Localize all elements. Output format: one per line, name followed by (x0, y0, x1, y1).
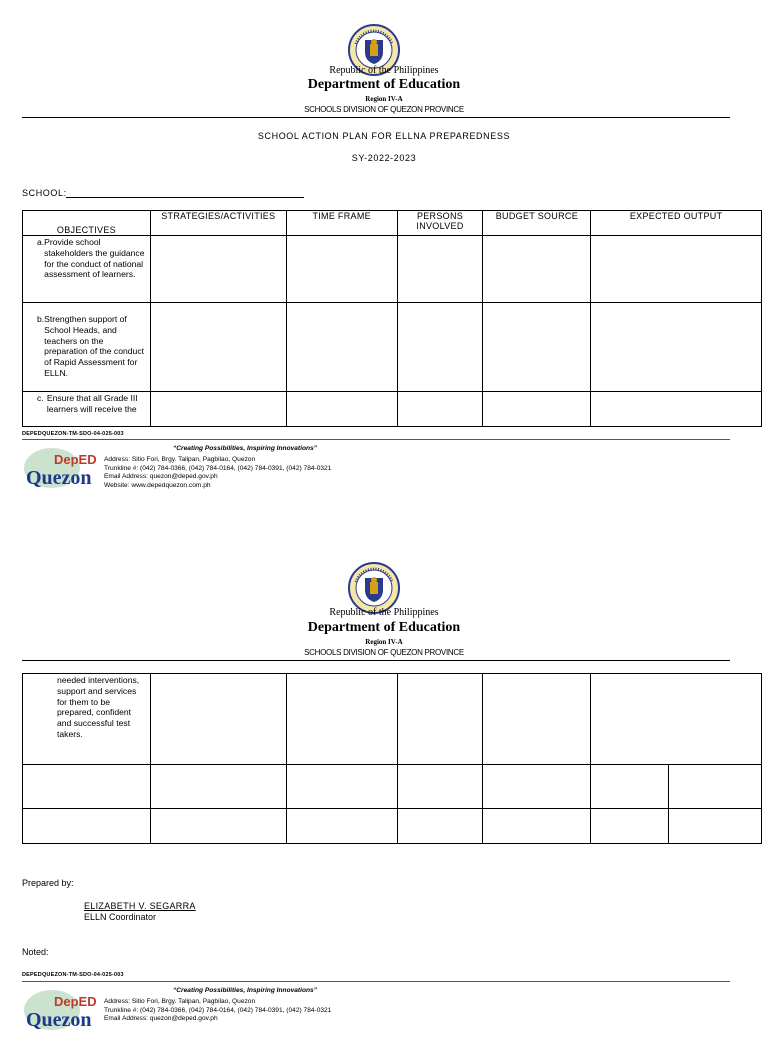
prepared-name: ELIZABETH V. SEGARRA (84, 901, 196, 911)
republic-text: Republic of the Philippines (329, 65, 439, 76)
objective-cell: b. Strengthen support of School Heads, and teachers on the preparation of the conduct of Rapid Assessment for ELLN. (23, 303, 151, 392)
footer-address: Address: Sitio Fori, Brgy. Talipan, Pagbilao, Quezon (104, 456, 256, 463)
table-row (23, 236, 762, 303)
objective-text: Ensure that all Grade III learners will receive the (46, 393, 138, 414)
footer-divider (22, 981, 730, 982)
svg-text:DepED: DepED (54, 452, 97, 467)
footer-trunkline: Trunkline #: (042) 784-0366, (042) 784-0164, (042) 784-0391, (042) 784-0321 (104, 464, 332, 472)
document-number: DEPEDQUEZON-TM-SDO-04-025-003 (22, 431, 124, 437)
header-expected-output: EXPECTED OUTPUT (591, 211, 762, 236)
header-budget-source: BUDGET SOURCE (483, 211, 591, 236)
objective-cell: needed interventions, support and services for them to be prepared, confident and successful test takers. (23, 674, 151, 765)
svg-text:Quezon: Quezon (26, 467, 92, 489)
school-field[interactable] (66, 197, 304, 198)
footer-contact (104, 456, 331, 490)
school-label: SCHOOL: (22, 188, 67, 198)
document-number: DEPEDQUEZON-TM-SDO-04-025-003 (22, 972, 124, 978)
header-strategies: STRATEGIES/ACTIVITIES (150, 211, 286, 236)
division-text: SCHOOLS DIVISION OF QUEZON PROVINCE (304, 105, 464, 114)
header-divider (22, 660, 730, 661)
deped-quezon-logo (22, 446, 100, 495)
table-row (23, 392, 762, 427)
republic-text: Republic of the Philippines (329, 607, 439, 618)
noted-label: Noted: (22, 947, 49, 957)
action-plan-table-continued (22, 673, 762, 844)
footer-contact (104, 998, 331, 1024)
table-row (23, 303, 762, 392)
svg-text:DepED: DepED (54, 994, 97, 1009)
division-text: SCHOOLS DIVISION OF QUEZON PROVINCE (304, 648, 464, 657)
region-text: Region IV-A (365, 638, 403, 646)
deped-quezon-logo (22, 988, 100, 1031)
footer-motto: “Creating Possibilities, Inspiring Innovations” (173, 987, 317, 994)
footer-trunkline: Trunkline #: (042) 784-0366, (042) 784-0164, (042) 784-0391, (042) 784-0321 (104, 1006, 332, 1014)
svg-text:Quezon: Quezon (26, 1009, 92, 1031)
prepared-position: ELLN Coordinator (84, 912, 157, 922)
table-row (23, 809, 762, 844)
footer-divider (22, 439, 730, 440)
prepared-by-label: Prepared by: (22, 878, 74, 888)
document-title: SCHOOL ACTION PLAN FOR ELLNA PREPAREDNESS (257, 131, 511, 141)
footer-address: Address: Sitio Fori, Brgy. Talipan, Pagbilao, Quezon (104, 998, 256, 1005)
footer-email[interactable]: Email Address: quezon@deped.gov.ph (104, 473, 218, 481)
school-year: SY-2022-2023 (351, 153, 417, 163)
objective-cell: c. Ensure that all Grade III learners will receive the (23, 392, 151, 427)
department-title: Department of Education (307, 77, 461, 92)
footer-website[interactable]: Website: www.depedquezon.com.ph (104, 481, 211, 489)
objective-text: Provide school stakeholders the guidance for the conduct of national assessment of learners. (44, 237, 145, 280)
header-persons-involved: PERSONS INVOLVED (397, 211, 483, 236)
table-row (23, 674, 762, 765)
table-row (23, 765, 762, 809)
header-objectives: OBJECTIVES (23, 211, 151, 236)
footer-motto: “Creating Possibilities, Inspiring Innovations” (173, 445, 317, 452)
department-title: Department of Education (307, 620, 461, 635)
action-plan-table (22, 210, 762, 427)
objective-text: Strengthen support of School Heads, and teachers on the preparation of the conduct of Rapid Assessment for ELLN. (44, 314, 145, 378)
region-text: Region IV-A (365, 95, 403, 103)
footer-email[interactable]: Email Address: quezon@deped.gov.ph (104, 1015, 218, 1023)
objective-cell: a. Provide school stakeholders the guidance for the conduct of national assessment of learners. (23, 236, 151, 303)
header-divider (22, 117, 730, 118)
header-time-frame: TIME FRAME (286, 211, 397, 236)
